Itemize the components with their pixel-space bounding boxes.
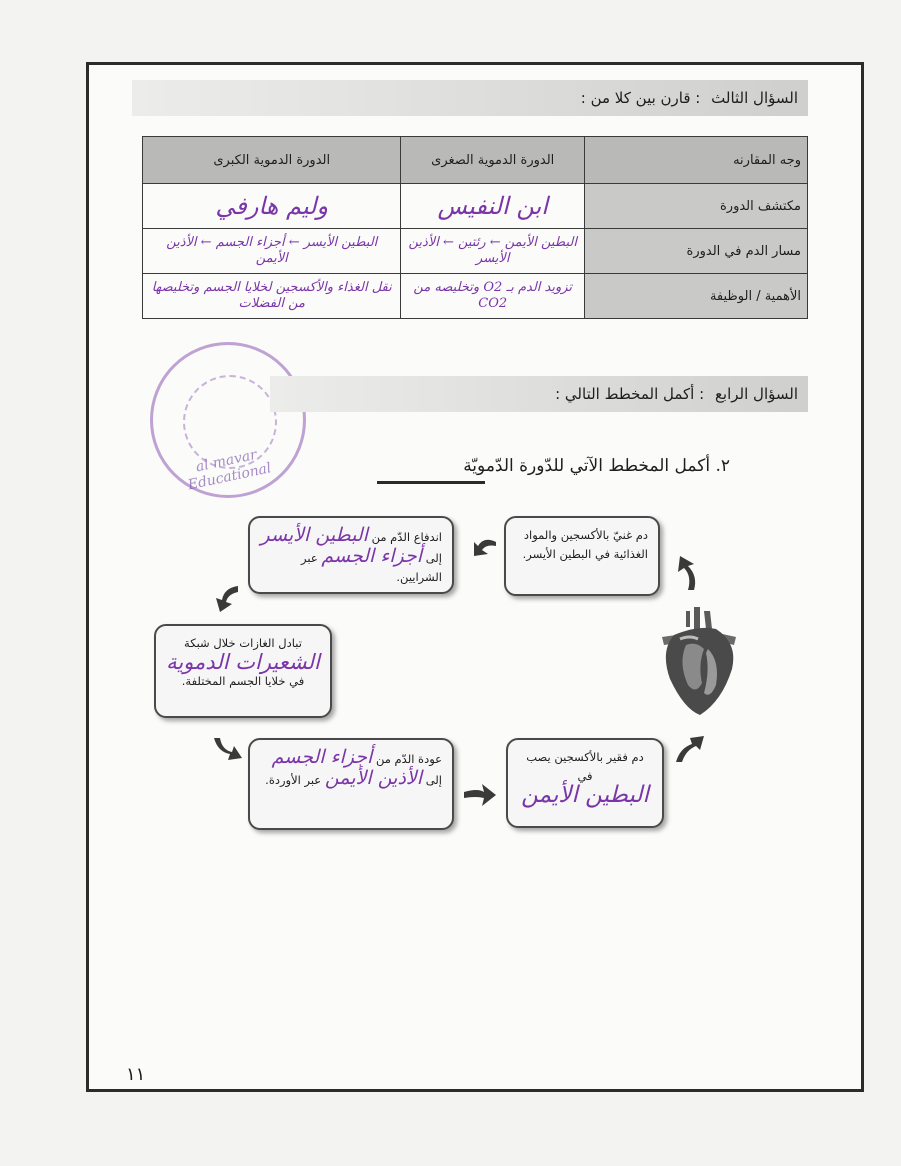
arrow-down-right-icon <box>210 734 246 770</box>
comparison-table <box>142 136 808 319</box>
diagram-title: ٢. أكمل المخطط الآتي للدّورة الدّمويّة <box>463 456 730 476</box>
box-4-fill-2: الأذين الأيمن <box>324 767 423 789</box>
box-2-text: عبر الشرايين. <box>301 551 442 584</box>
box-2-text: اندفاع الدّم من <box>371 530 442 544</box>
box-2-line-2 <box>260 547 442 587</box>
table-header: الدورة الدموية الصغرى <box>401 137 585 184</box>
box-3-fill-1: الشعيرات الدموية <box>166 650 320 674</box>
table-header: الدورة الدموية الكبرى <box>143 137 401 184</box>
question-3-instruction: : قارن بين كلا من : <box>580 89 701 107</box>
box-2-line-1 <box>260 526 442 547</box>
answer-cell: نقل الغذاء والأكسجين لخلايا الجسم وتخليصها من الفضلات <box>143 274 401 319</box>
table-row <box>143 184 808 229</box>
diagram-box-3 <box>154 624 332 718</box>
question-4-title: السؤال الرابع <box>714 385 798 403</box>
box-2-text: إلى <box>425 551 442 565</box>
table-row <box>143 274 808 319</box>
table-header: وجه المقارنه <box>585 137 808 184</box>
arrow-right-icon <box>460 778 500 812</box>
box-4-fill-1: أجزاء الجسم <box>271 746 373 768</box>
box-4-line-2 <box>260 769 442 790</box>
box-5-fill-1: البطين الأيمن <box>521 782 649 808</box>
arrow-left-icon <box>468 532 500 564</box>
arrow-down-left-icon <box>208 582 242 616</box>
heart-icon <box>656 605 740 717</box>
question-4-instruction: : أكمل المخطط التالي : <box>555 385 705 403</box>
answer-cell: البطين الأيمن ← رئتين ← الأذين الأيسر <box>401 229 585 274</box>
institution-stamp <box>150 342 306 498</box>
table-row <box>143 229 808 274</box>
box-2-fill-1: البطين الأيسر <box>260 524 368 546</box>
box-2-fill-2: أجزاء الجسم <box>321 545 423 567</box>
box-4-text: عبر الأوردة. <box>265 773 322 787</box>
question-3-title: السؤال الثالث <box>711 89 798 107</box>
question-3-header <box>132 80 808 116</box>
row-label: الأهمية / الوظيفة <box>585 274 808 319</box>
diagram-box-5 <box>506 738 664 828</box>
box-4-line-1 <box>260 748 442 769</box>
answer-cell: وليم هارفي <box>143 184 401 229</box>
box-5-line-1: دم فقير بالأكسجين يصب في <box>526 750 644 783</box>
arrow-up-icon <box>668 552 702 592</box>
answer-cell: ابن النفيس <box>401 184 585 229</box>
table-header-row <box>143 137 808 184</box>
stamp-text: al mavar Educational <box>186 446 273 494</box>
diagram-box-4 <box>248 738 454 830</box>
diagram-box-1 <box>504 516 660 596</box>
answer-cell: تزويد الدم بـ O2 وتخليصه من CO2 <box>401 274 585 319</box>
question-4-header <box>270 376 808 412</box>
row-label: مكتشف الدورة <box>585 184 808 229</box>
arrow-up-right-icon <box>672 730 708 766</box>
answer-cell: البطين الأيسر ← أجزاء الجسم ← الأذين الأيمن <box>143 229 401 274</box>
box-3-line-2: في خلايا الجسم المختلفة. <box>181 674 305 688</box>
diagram-box-2 <box>248 516 454 594</box>
page-number: ١١ <box>126 1064 146 1085</box>
box-3-line-1: تبادل الغازات خلال شبكة <box>184 636 302 650</box>
box-4-text: إلى <box>425 773 442 787</box>
title-underline <box>377 481 485 484</box>
row-label: مسار الدم في الدورة <box>585 229 808 274</box>
box-1-text: دم غنيّ بالأكسجين والمواد الغذائية في البطين الأيسر. <box>522 528 648 561</box>
box-4-text: عودة الدّم من <box>375 752 442 766</box>
